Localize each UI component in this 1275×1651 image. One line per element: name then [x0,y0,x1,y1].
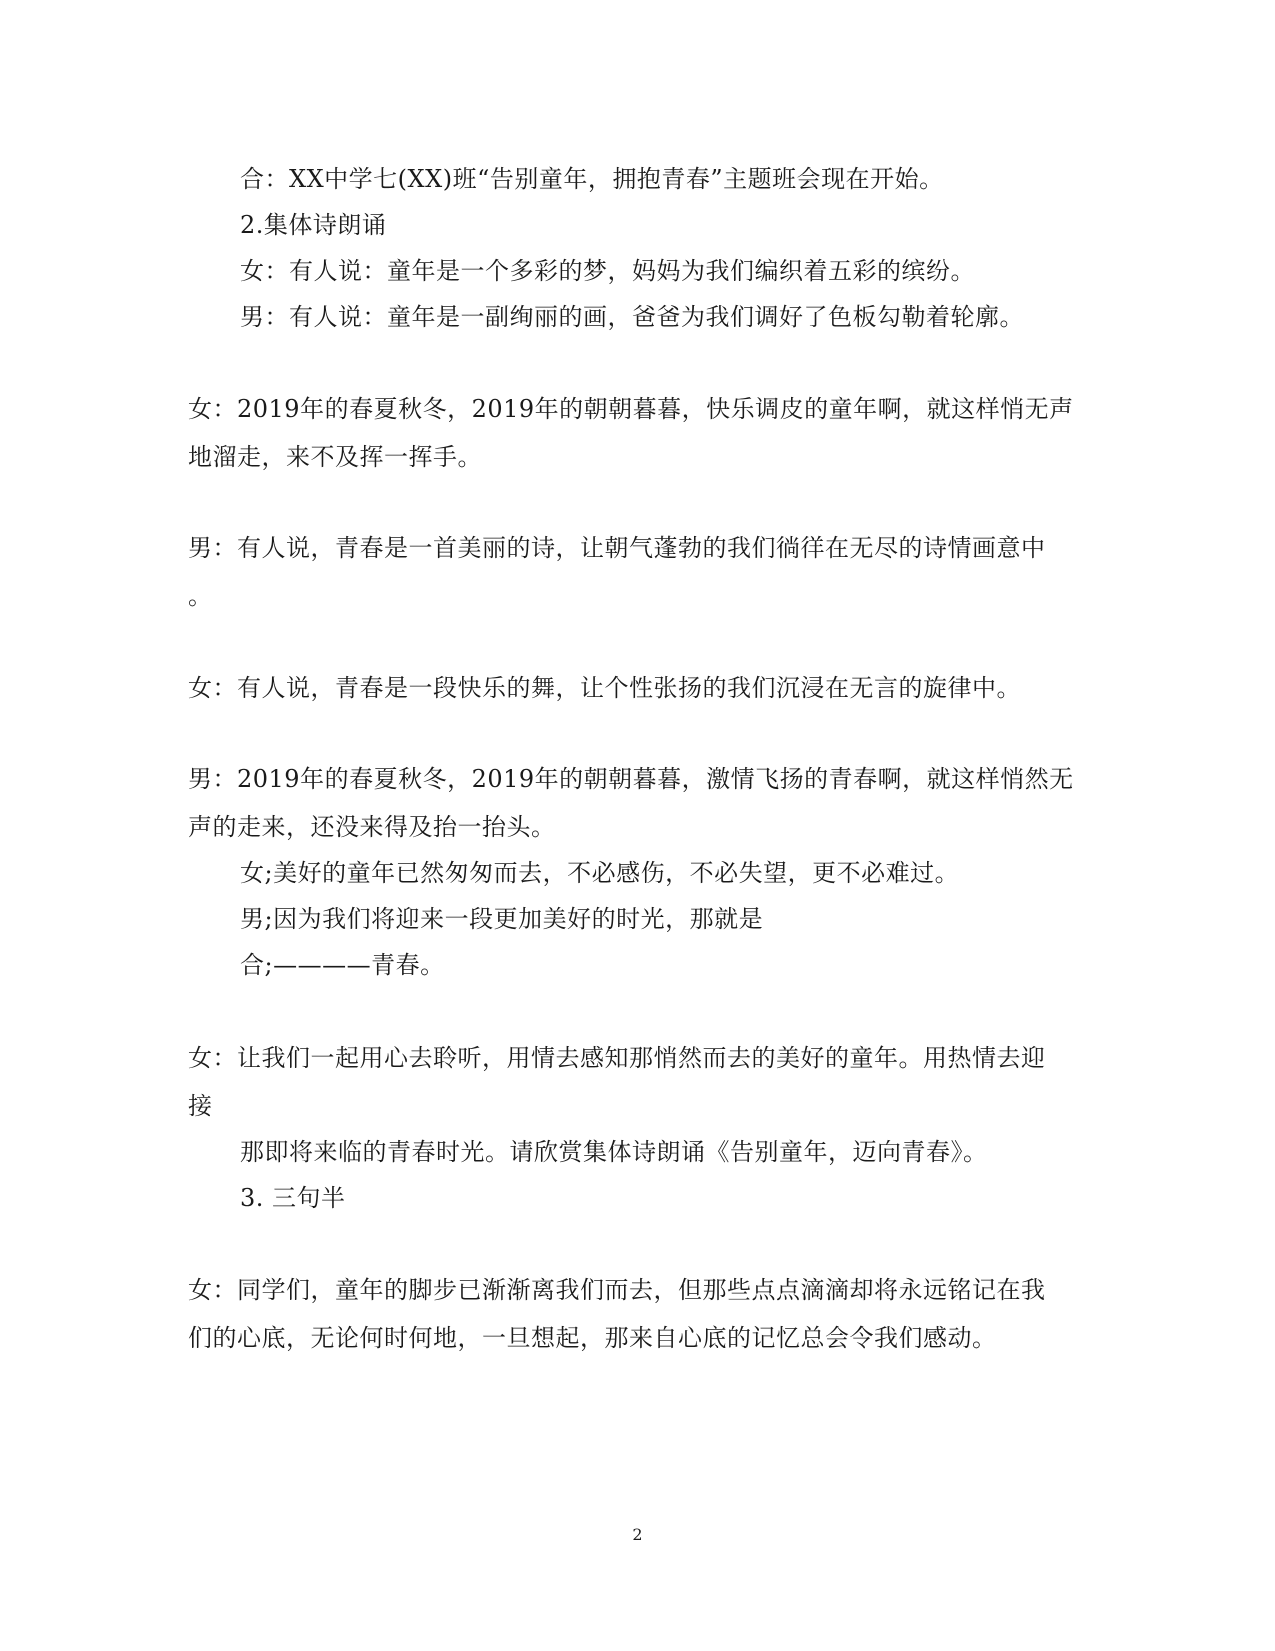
page-number: 2 [632,1525,643,1544]
text-line: 那即将来临的青春时光。请欣赏集体诗朗诵《告别童年，迈向青春》。 [240,1138,988,1166]
text-line: 女：同学们，童年的脚步已渐渐离我们而去，但那些点点滴滴却将永远铭记在我 [188,1276,1046,1304]
text-line: 合;————青春。 [240,951,445,979]
text-line: 接 [188,1092,213,1120]
text-line: 女：让我们一起用心去聆听，用情去感知那悄然而去的美好的童年。用热情去迎 [188,1044,1046,1072]
text-line: 男：有人说：童年是一副绚丽的画，爸爸为我们调好了色板勾勒着轮廓。 [240,303,1024,331]
text-line: 男;因为我们将迎来一段更加美好的时光，那就是 [240,905,764,933]
text-line: 合：XX中学七(XX)班“告别童年，拥抱青春”主题班会现在开始。 [240,165,944,193]
text-line: 地溜走，来不及挥一挥手。 [188,443,482,471]
text-line: 男：有人说，青春是一首美丽的诗，让朝气蓬勃的我们徜徉在无尽的诗情画意中 [188,534,1046,562]
text-line: 声的走来，还没来得及抬一抬头。 [188,813,556,841]
text-line: 们的心底，无论何时何地，一旦想起，那来自心底的记忆总会令我们感动。 [188,1324,997,1352]
text-line: 女：有人说：童年是一个多彩的梦，妈妈为我们编织着五彩的缤纷。 [240,257,975,285]
text-line: 。 [188,582,213,610]
section-heading: 2.集体诗朗诵 [240,211,387,239]
text-line: 女;美好的童年已然匆匆而去，不必感伤，不必失望，更不必难过。 [240,859,960,887]
text-line: 男：2019年的春夏秋冬，2019年的朝朝暮暮，激情飞扬的青春啊，就这样悄然无 [188,765,1074,793]
text-line: 女：有人说，青春是一段快乐的舞，让个性张扬的我们沉浸在无言的旋律中。 [188,674,1021,702]
section-heading: 3. 三句半 [240,1184,346,1212]
text-line: 女：2019年的春夏秋冬，2019年的朝朝暮暮，快乐调皮的童年啊，就这样悄无声 [188,395,1074,423]
